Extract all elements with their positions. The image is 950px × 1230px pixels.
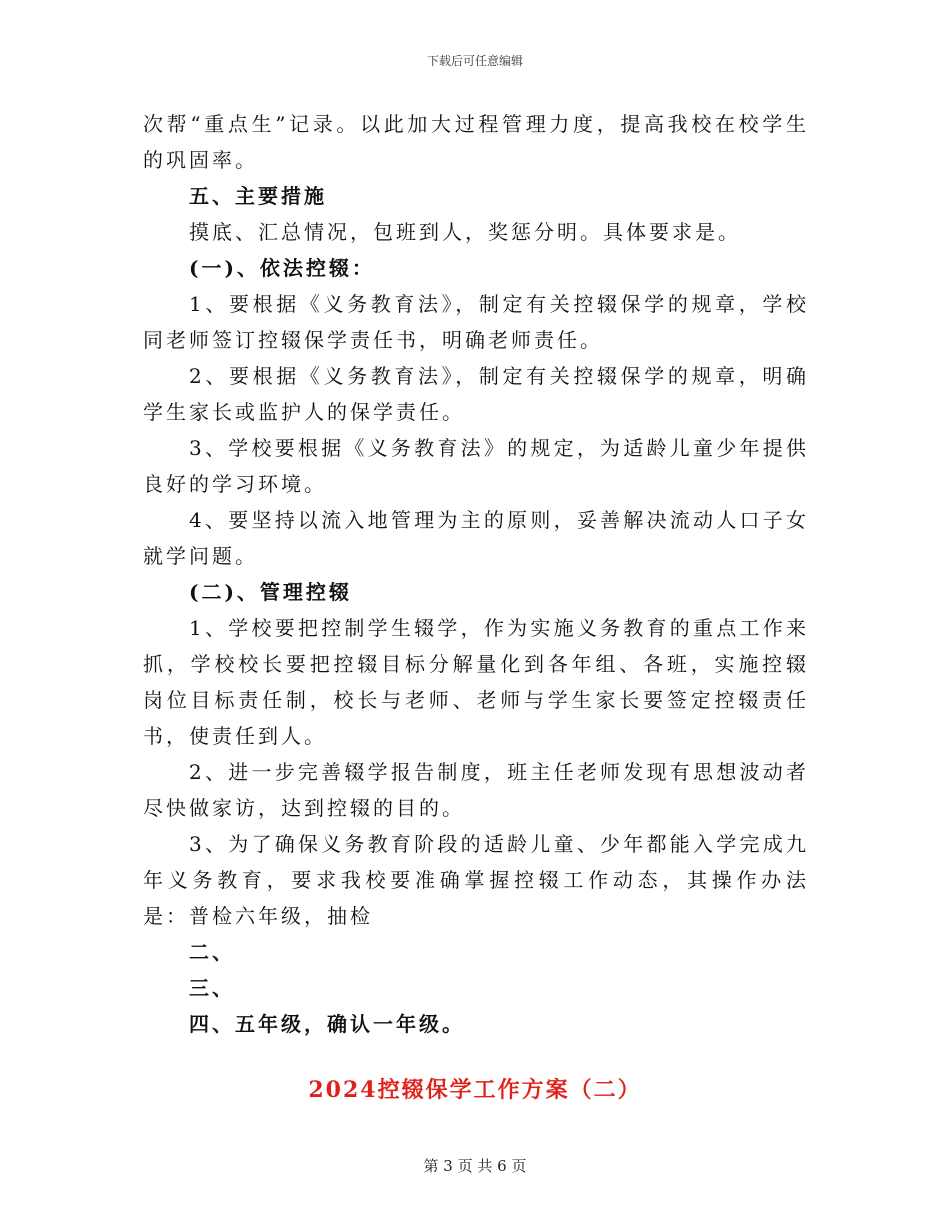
document-body bbox=[143, 106, 809, 1042]
subsection-heading: (二)、管理控辍 bbox=[189, 580, 352, 604]
paragraph: 次帮“重点生”记录。以此加大过程管理力度，提高我校在校学生的巩固率。 bbox=[143, 112, 809, 172]
list-item: 1、要根据《义务教育法》，制定有关控辍保学的规章，学校同老师签订控辍保学责任书，明确老师责任。 bbox=[143, 292, 809, 352]
section-heading: 五、主要措施 bbox=[189, 184, 327, 208]
page-number: 第 3 页 共 6 页 bbox=[423, 1157, 527, 1175]
list-item: 二、 bbox=[189, 940, 235, 964]
document-title: 2024控辍保学工作方案（二） bbox=[308, 1077, 642, 1103]
list-item: 4、要坚持以流入地管理为主的原则，妥善解决流动人口子女就学问题。 bbox=[143, 508, 809, 568]
paragraph: 摸底、汇总情况，包班到人，奖惩分明。具体要求是。 bbox=[189, 220, 741, 244]
subsection-heading: (一)、依法控辍： bbox=[189, 256, 375, 280]
list-item: 三、 bbox=[189, 976, 235, 1000]
list-item: 1、学校要把控制学生辍学，作为实施义务教育的重点工作来抓，学校校长要把控辍目标分解量化到各年组、各班，实施控辍岗位目标责任制，校长与老师、老师与学生家长要签定控辍责任书，使责任到人。 bbox=[143, 616, 809, 748]
header-note: 下载后可任意编辑 bbox=[426, 54, 523, 68]
list-item: 2、进一步完善辍学报告制度，班主任老师发现有思想波动者尽快做家访，达到控辍的目的。 bbox=[143, 760, 809, 820]
list-item: 2、要根据《义务教育法》，制定有关控辍保学的规章，明确学生家长或监护人的保学责任。 bbox=[143, 364, 809, 424]
list-item: 3、学校要根据《义务教育法》的规定，为适龄儿童少年提供良好的学习环境。 bbox=[143, 436, 809, 496]
list-item: 3、为了确保义务教育阶段的适龄儿童、少年都能入学完成九年义务教育，要求我校要准确掌握控辍工作动态，其操作办法是：普检六年级，抽检 bbox=[143, 832, 809, 928]
list-item: 四、五年级，确认一年级。 bbox=[189, 1012, 465, 1036]
